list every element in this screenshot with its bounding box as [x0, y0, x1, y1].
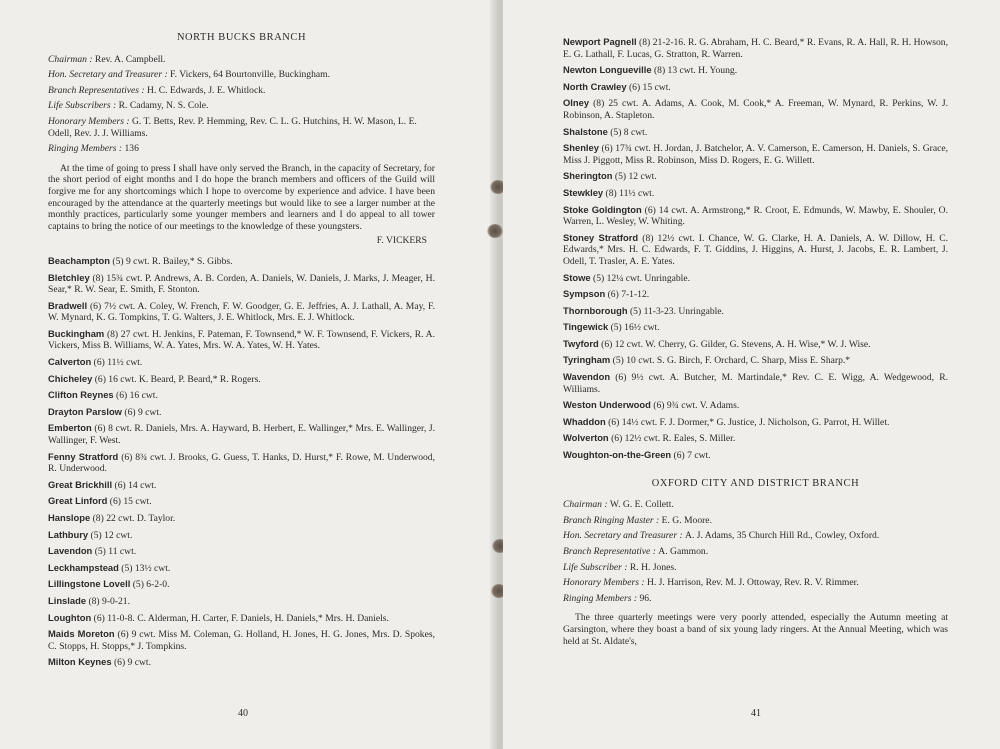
tower-details: (6) 16 cwt. K. Beard, P. Beard,* R. Rogers. [94, 373, 261, 385]
tower-details: (6) 9 cwt. [124, 406, 162, 418]
tower-entry [563, 432, 948, 445]
branch-heading: OXFORD CITY AND DISTRICT BRANCH [651, 477, 860, 489]
tower-details: (6) 12 cwt. W. Cherry, G. Gilder, G. Stevens, A. H. Wise,* W. J. Wise. [601, 338, 871, 350]
tower-details: (5) 11 cwt. [94, 546, 137, 558]
tower-details: (8) 11½ cwt. [605, 187, 655, 199]
officer-value: H. J. Harrison, Rev. M. J. Ottoway, Rev. R. V. Rimmer. [646, 577, 859, 589]
tower-name: Stewkley [563, 186, 604, 198]
tower-details: (5) 11-3-23. Unringable. [629, 305, 724, 317]
officer-entry: Chairman : Rev. A. Campbell. [48, 53, 166, 65]
tower-name: Stowe [563, 271, 591, 283]
tower-entry [48, 300, 435, 324]
tower-details: (6) 14½ cwt. F. J. Dormer,* G. Justice, J. Nicholson, G. Parrot, H. Willet. [608, 416, 890, 428]
tower-details: (5) 10 cwt. S. G. Birch, F. Orchard, C. Sharp, Miss E. Sharp.* [612, 355, 851, 367]
tower-name: Stoke Goldington [563, 203, 642, 215]
officer-role: Ringing Members [563, 592, 632, 604]
tower-entry [563, 36, 948, 60]
tower-name: Wavendon [563, 371, 611, 383]
tower-name: Olney [563, 97, 590, 109]
tower-entry [48, 422, 435, 446]
tower-entry [48, 373, 435, 386]
tower-details: (8) 12½ cwt. I. Chance, W. G. Clarke, H. A. Daniels, A. W. Dillow, H. C. Edwards,* Mrs. H. C. Edwards, F. T. Giddins, J. Higgins, A. Hurst, J. Jacobs, E. R. Lambert, J. Odell, T. Trasler, A. E. Yates. [563, 232, 949, 267]
tower-name: Bletchley [48, 271, 90, 283]
right-page [503, 0, 1000, 749]
tower-name: Calverton [48, 356, 92, 368]
officer-role: Honorary Members [48, 115, 124, 127]
tower-entry [563, 449, 948, 462]
tower-entry [48, 612, 435, 625]
tower-details: (8) 27 cwt. H. Jenkins, F. Pateman, F. Townsend,* W. F. Townsend, F. Vickers, R. A. Vickers, Miss B. Williams, W. A. Yates, Mrs. W. A. Yates, W. H. Yates. [48, 328, 435, 352]
tower-entry [563, 97, 948, 121]
tower-details: (6) 11½ cwt. [93, 357, 143, 369]
tower-details: (8) 15¾ cwt. P. Andrews, A. B. Corden, A. Daniels, W. Daniels, J. Marks, J. Meager, H. Sear,* R. W. Sear, E. Smith, F. Stonton. [48, 272, 435, 296]
tower-name: Beachampton [48, 254, 110, 266]
officer-role: Chairman [563, 499, 602, 511]
tower-name: Great Brickhill [48, 478, 113, 490]
secretary-signature: F. VICKERS [376, 235, 427, 247]
tower-entry [563, 126, 948, 139]
tower-entry [563, 64, 948, 77]
tower-entry [48, 512, 435, 525]
tower-details: (6) 9¾ cwt. V. Adams. [653, 400, 740, 412]
tower-entry [48, 656, 435, 669]
tower-details: (5) 12¼ cwt. Unringable. [593, 272, 690, 284]
tower-entry [48, 255, 435, 268]
officer-role: Chairman [48, 53, 87, 65]
officer-entry: Honorary Members : H. J. Harrison, Rev. M. J. Ottoway, Rev. R. V. Rimmer. [563, 577, 859, 589]
tower-name: Sympson [563, 288, 606, 300]
tower-entry [48, 406, 435, 419]
tower-name: Tingewick [563, 321, 609, 333]
tower-entry [48, 451, 435, 475]
tower-details: (6) 8¾ cwt. J. Brooks, G. Guess, T. Hanks, D. Hurst,* F. Rowe, M. Underwood, R. Underwood. [48, 451, 435, 475]
tower-name: Bradwell [48, 299, 88, 311]
officer-value: A. Gammon. [658, 546, 709, 557]
tower-entry [563, 354, 948, 367]
tower-name: Wolverton [563, 432, 609, 444]
officer-role: Life Subscribers [48, 100, 111, 112]
officer-role: Hon. Secretary and Treasurer [48, 69, 163, 81]
tower-details: (5) 12 cwt. [90, 529, 133, 541]
officer-value: 96. [639, 592, 652, 604]
tower-entry [563, 416, 948, 429]
officer-value: A. J. Adams, 35 Church Hill Rd., Cowley, Oxford. [685, 530, 880, 542]
tower-name: Lathbury [48, 528, 89, 540]
tower-name: Clifton Reynes [48, 389, 114, 401]
tower-name: Newton Longueville [563, 64, 652, 76]
tower-name: Great Linford [48, 495, 108, 507]
tower-entry [563, 399, 948, 412]
tower-name: Buckingham [48, 327, 105, 339]
tower-name: Shenley [563, 142, 599, 154]
tower-list [48, 255, 435, 669]
tower-entry [48, 595, 435, 608]
officer-value: H. C. Edwards, J. E. Whitlock. [147, 84, 266, 96]
tower-name: Chicheley [48, 372, 93, 384]
tower-details: (6) 14 cwt. A. Armstrong,* R. Croot, E. Edmunds, W. Mawby, E. Shouler, O. Warren, L. Wesley, W. Whiting. [563, 204, 949, 228]
tower-entry [563, 288, 948, 301]
tower-entry [48, 562, 435, 575]
tower-details: (5) 8 cwt. [610, 126, 648, 138]
tower-name: Maids Moreton [48, 628, 115, 640]
tower-entry [563, 142, 948, 166]
tower-entry [48, 628, 435, 652]
tower-entry [563, 321, 948, 334]
tower-details: (5) 9 cwt. R. Bailey,* S. Gibbs. [112, 255, 233, 267]
officers-list [563, 499, 948, 604]
tower-name: Lillingstone Lovell [48, 578, 131, 590]
tower-entry [563, 305, 948, 318]
officer-entry: Ringing Members : 136 [48, 143, 139, 155]
tower-details: (5) 12 cwt. [614, 171, 657, 183]
tower-details: (8) 9-0-21. [88, 595, 130, 607]
tower-details: (6) 15 cwt. [628, 81, 671, 93]
officer-role: Life Subscriber [563, 561, 622, 573]
tower-details: (6) 7-1-12. [607, 289, 650, 301]
tower-details: (6) 7 cwt. [673, 450, 711, 462]
tower-details: (6) 9½ cwt. A. Butcher, M. Martindale,* Rev. C. E. Wigg, A. Wedgewood, R. Williams. [563, 372, 948, 395]
officer-entry: Ringing Members : 96. [563, 592, 652, 604]
officer-entry: Life Subscribers : R. Cadamy, N. S. Cole. [48, 100, 209, 112]
officer-entry: Chairman : W. G. E. Collett. [563, 499, 674, 511]
left-column [48, 32, 435, 673]
tower-name: Lavendon [48, 545, 93, 557]
tower-name: Shalstone [563, 125, 608, 137]
tower-name: Newport Pagnell [563, 36, 637, 47]
left-page [0, 0, 497, 749]
tower-name: Twyford [563, 337, 599, 349]
tower-entry [48, 356, 435, 369]
tower-entry [48, 578, 435, 591]
officer-value: G. T. Betts, Rev. P. Hemming, Rev. C. L. G. Hutchins, H. W. Mason, L. E. Odell, Rev. J. J. Williams. [48, 115, 417, 139]
tower-name: Whaddon [563, 415, 606, 427]
officer-value: Rev. A. Campbell. [94, 53, 166, 65]
officer-role: Hon. Secretary and Treasurer [563, 530, 678, 542]
officers-list [48, 54, 435, 155]
tower-details: (6) 14 cwt. [114, 479, 157, 491]
binding-hole [487, 224, 503, 238]
tower-entry [48, 529, 435, 542]
tower-name: Linslade [48, 594, 87, 606]
tower-entry [48, 328, 435, 352]
tower-entry [48, 389, 435, 402]
officer-value: F. Vickers, 64 Bourtonville, Buckingham. [170, 69, 331, 81]
tower-entry [563, 232, 948, 268]
tower-details: (6) 8 cwt. R. Daniels, Mrs. A. Hayward, B. Herbert, E. Wallinger,* Mrs. E. Wallinger, J. Wallinger, F. West. [48, 423, 435, 447]
tower-details: (6) 17¾ cwt. H. Jordan, J. Batchelor, A. V. Camerson, E. Camerson, H. Daniels, S. Grace, Miss J. Piggott, Miss R. Robinson, Miss D. Rogers, E. G. Willett. [563, 143, 948, 166]
tower-name: Thornborough [563, 304, 628, 316]
right-column [563, 36, 948, 647]
tower-details: (5) 13½ cwt. [121, 562, 171, 574]
tower-name: Leckhampstead [48, 561, 119, 573]
tower-entry [48, 272, 435, 296]
page-number: 41 [751, 708, 761, 719]
tower-entry [48, 545, 435, 558]
officer-value: R. H. Jones. [629, 561, 677, 573]
tower-entry [563, 204, 948, 228]
tower-details: (6) 9 cwt. [113, 657, 151, 669]
tower-entry [48, 495, 435, 508]
tower-name: Drayton Parslow [48, 405, 122, 417]
branch-heading: NORTH BUCKS BRANCH [176, 32, 307, 43]
officer-entry: Hon. Secretary and Treasurer : A. J. Adams, 35 Church Hill Rd., Cowley, Oxford. [563, 530, 880, 542]
tower-entry [563, 170, 948, 183]
tower-entry [563, 338, 948, 351]
branch-report: The three quarterly meetings were very poorly attended, especially the Autumn meeting at Garsington, where they boast a band of six young lady ringers. At the Annual Meeting, which was held at St. Aldate's, [563, 612, 948, 647]
tower-name: North Crawley [563, 80, 627, 92]
officer-role: Branch Representatives [48, 84, 140, 96]
officer-role: Ringing Members [48, 143, 117, 155]
tower-name: Woughton-on-the-Green [563, 449, 672, 461]
tower-details: (5) 6-2-0. [132, 579, 170, 591]
officer-entry: Branch Representative : A. Gammon. [563, 546, 709, 557]
officer-entry: Honorary Members : G. T. Betts, Rev. P. Hemming, Rev. C. L. G. Hutchins, H. W. Mason, L. E. Odell, Rev. J. J. Williams. [48, 115, 417, 139]
tower-details: (8) 22 cwt. D. Taylor. [92, 513, 176, 524]
officer-role: Branch Representative [563, 546, 651, 557]
tower-name: Loughton [48, 611, 92, 623]
tower-details: (6) 11-0-8. C. Alderman, H. Carter, F. Daniels, H. Daniels,* Mrs. H. Daniels. [93, 612, 389, 624]
officer-entry: Hon. Secretary and Treasurer : F. Vickers, 64 Bourtonville, Buckingham. [48, 69, 331, 81]
officer-value: E. G. Moore. [661, 514, 712, 526]
officer-entry: Branch Representatives : H. C. Edwards, J. E. Whitlock. [48, 84, 266, 96]
tower-name: Tyringham [563, 354, 611, 366]
officer-role: Branch Ringing Master [563, 514, 654, 526]
tower-details: (6) 15 cwt. [109, 496, 152, 508]
tower-list [563, 36, 948, 462]
tower-details: (6) 9 cwt. Miss M. Coleman, G. Holland, H. Jones, H. G. Jones, Mrs. D. Spokes, C. Stopps, H. Stopps,* J. Tompkins. [48, 629, 435, 652]
officer-value: R. Cadamy, N. S. Cole. [118, 100, 209, 112]
page-number: 40 [238, 708, 248, 719]
officer-role: Honorary Members [563, 577, 639, 589]
tower-name: Emberton [48, 422, 92, 434]
tower-details: (6) 12½ cwt. R. Eales, S. Miller. [611, 433, 736, 445]
tower-details: (5) 16½ cwt. [610, 322, 660, 334]
tower-entry [563, 272, 948, 285]
secretary-report: At the time of going to press I shall have only served the Branch, in the capacity of Secretary, for the short period of eight months and I do hope the branch members and officers of the Guild will forgive me for any shortcomings which I hope to overcome by experience and advice. I have been encouraged by the attendance at the quarterly meetings but would like to see a larger number at the monthly practices, particularly some younger members and learners and I do appeal to all tower captains to bring the notice of our meetings to the knowledge of these youngsters. [48, 162, 435, 232]
tower-entry [563, 81, 948, 94]
officer-entry: Life Subscriber : R. H. Jones. [563, 561, 677, 573]
tower-name: Hanslope [48, 512, 91, 523]
tower-details: (8) 21-2-16. R. G. Abraham, H. C. Beard,* R. Evans, R. A. Hall, R. H. Howson, E. G. Lathall, F. Lucas, G. Stratton, R. Warren. [563, 37, 948, 60]
tower-entry [563, 187, 948, 200]
tower-entry [48, 479, 435, 492]
tower-name: Fenny Stratford [48, 450, 119, 462]
tower-details: (6) 7½ cwt. A. Coley, W. French, F. W. Goodger, G. E. Jeffries, A. J. Lathall, A. May, F. W. Mynard, K. G. Tompkins, T. G. Walters, J. E. Whitlock, Mrs. E. J. Whitlock. [48, 300, 436, 324]
tower-details: (8) 13 cwt. H. Young. [653, 65, 738, 77]
officer-value: 136 [124, 143, 139, 155]
tower-name: Stoney Stratford [563, 231, 639, 243]
officer-entry: Branch Ringing Master : E. G. Moore. [563, 514, 712, 526]
tower-name: Weston Underwood [563, 399, 651, 411]
officer-value: W. G. E. Collett. [609, 499, 674, 511]
tower-entry [563, 371, 948, 395]
tower-name: Milton Keynes [48, 656, 112, 668]
tower-details: (6) 16 cwt. [116, 390, 158, 402]
tower-name: Sherington [563, 170, 613, 182]
tower-details: (8) 25 cwt. A. Adams, A. Cook, M. Cook,* A. Freeman, W. Mynard, R. Perkins, W. J. Robinson, A. Stapleton. [563, 98, 948, 121]
